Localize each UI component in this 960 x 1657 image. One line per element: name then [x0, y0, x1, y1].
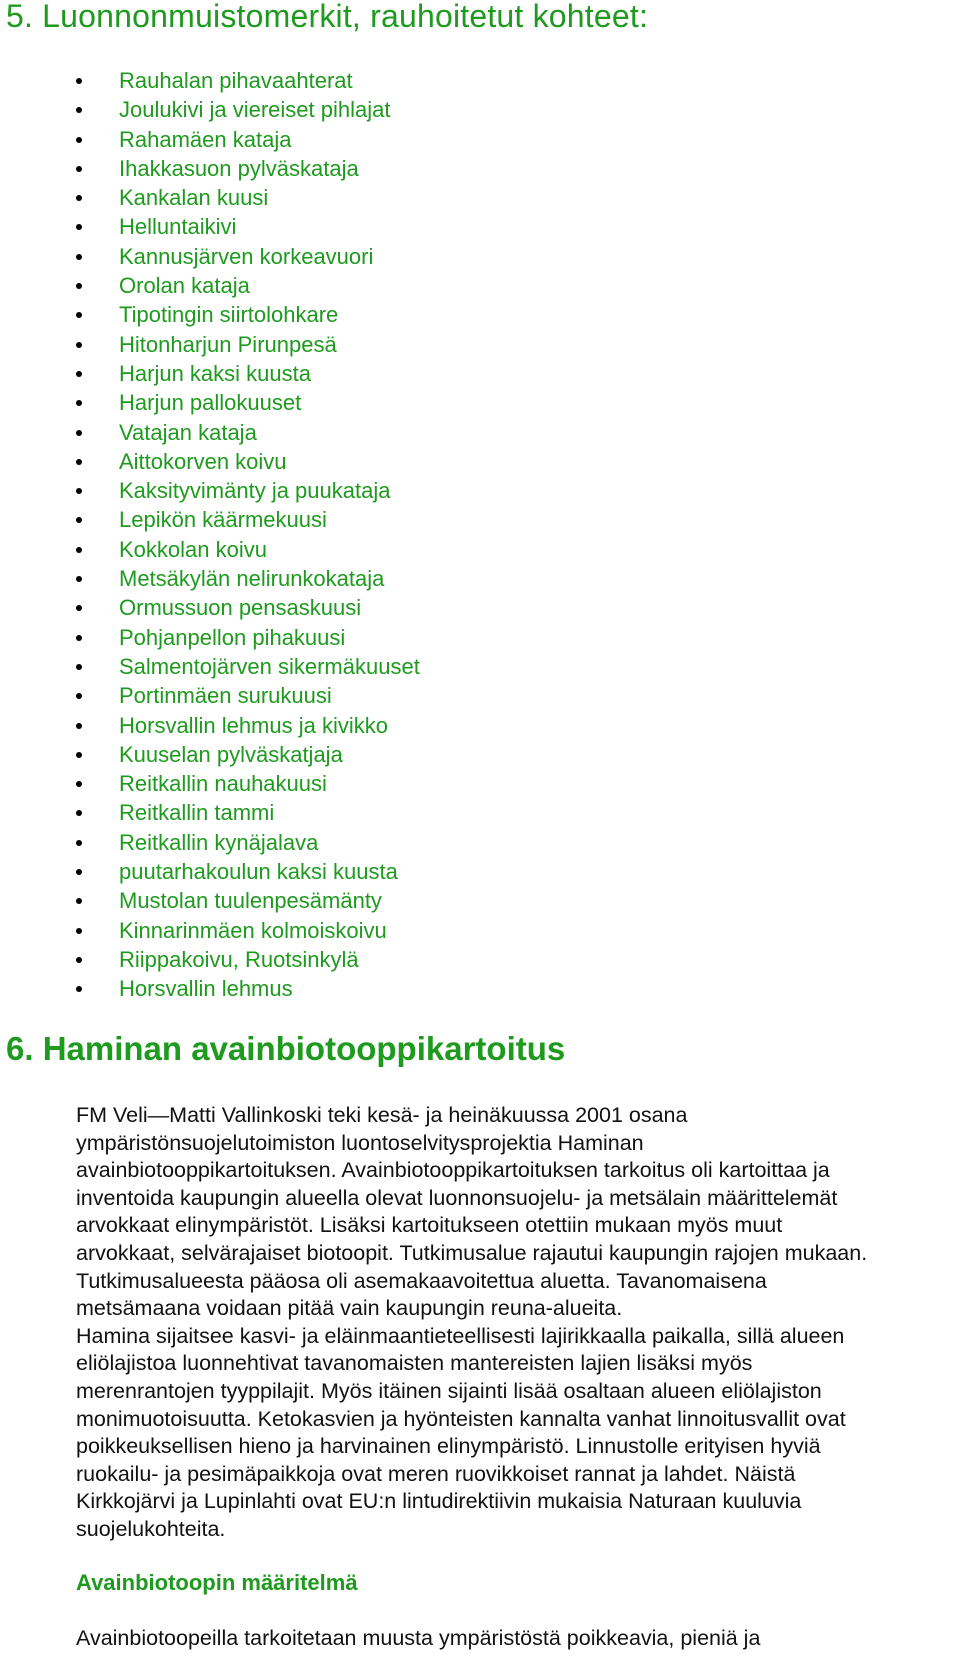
- list-item-label: Harjun pallokuuset: [119, 390, 302, 416]
- bullet-dot-icon: [76, 547, 82, 553]
- bullet-dot-icon: [76, 986, 82, 992]
- bullet-dot-icon: [76, 312, 82, 318]
- bullet-dot-icon: [76, 898, 82, 904]
- list-item-label: Rahamäen kataja: [119, 126, 292, 152]
- list-item: [0, 242, 420, 271]
- bullet-dot-icon: [76, 928, 82, 934]
- list-item: [0, 593, 420, 622]
- bullet-dot-icon: [76, 107, 82, 113]
- bullet-dot-icon: [76, 869, 82, 875]
- bullet-dot-icon: [76, 517, 82, 523]
- list-item-label: Kannusjärven korkeavuori: [119, 243, 374, 269]
- list-item-label: Reitkallin nauhakuusi: [119, 771, 327, 797]
- paragraph-line: poikkeuksellisen hieno ja harvinainen elinympäristö. Linnustolle erityisen hyviä: [76, 1434, 821, 1459]
- bullet-dot-icon: [76, 400, 82, 406]
- list-item: [0, 300, 420, 329]
- section-6-body: [76, 1102, 956, 1544]
- list-item-label: Ihakkasuon pylväskataja: [119, 155, 359, 181]
- list-item-label: Hitonharjun Pirunpesä: [119, 331, 337, 357]
- list-item: [0, 828, 420, 857]
- list-item: [0, 418, 420, 447]
- list-item-label: Harjun kaksi kuusta: [119, 360, 311, 386]
- list-item: [0, 681, 420, 710]
- bullet-dot-icon: [76, 342, 82, 348]
- list-item: [0, 916, 420, 945]
- list-item-label: Portinmäen surukuusi: [119, 683, 332, 709]
- list-item: [0, 652, 420, 681]
- paragraph-line: FM Veli—Matti Vallinkoski teki kesä- ja heinäkuussa 2001 osana: [76, 1103, 688, 1127]
- bullet-dot-icon: [76, 957, 82, 963]
- paragraph-line: arvokkaat, selvärajaiset biotoopit. Tutkimusalue rajautui kaupungin rajojen mukaan.: [76, 1240, 868, 1265]
- list-item: [0, 623, 420, 652]
- bullet-dot-icon: [76, 195, 82, 201]
- bullet-dot-icon: [76, 430, 82, 436]
- bullet-dot-icon: [76, 371, 82, 377]
- bullet-dot-icon: [76, 781, 82, 787]
- list-item: [0, 711, 420, 740]
- bullet-dot-icon: [76, 723, 82, 729]
- list-item-label: Reitkallin kynäjalava: [119, 829, 319, 855]
- paragraph-line: eliölajistoa luonnehtivat tavanomaisten mantereisten lajien lisäksi myös: [76, 1351, 753, 1376]
- definition-subheading: Avainbiotoopin määritelmä: [76, 1570, 358, 1595]
- list-item-label: Kankalan kuusi: [119, 185, 269, 211]
- list-item: [0, 886, 420, 915]
- list-item: [0, 183, 420, 212]
- list-item-label: Ormussuon pensaskuusi: [119, 595, 362, 621]
- list-item: [0, 330, 420, 359]
- list-item: [0, 769, 420, 798]
- paragraph-line: arvokkaat elinympäristöt. Lisäksi kartoitukseen otettiin mukaan myös muut: [76, 1213, 783, 1238]
- list-item-label: Pohjanpellon pihakuusi: [119, 624, 346, 650]
- list-item: [0, 271, 420, 300]
- paragraph-line: monimuotoisuutta. Ketokasvien ja hyönteisten kannalta vanhat linnoitusvallit ovat: [76, 1406, 846, 1431]
- bullet-dot-icon: [76, 664, 82, 670]
- paragraph-line: Tutkimusalueesta pääosa oli asemakaavoitettua aluetta. Tavanomaisena: [76, 1268, 767, 1293]
- list-item-label: Riippakoivu, Ruotsinkylä: [119, 946, 359, 972]
- list-item-label: Horsvallin lehmus: [119, 976, 293, 1002]
- bullet-dot-icon: [76, 576, 82, 582]
- list-item-label: Reitkallin tammi: [119, 800, 275, 826]
- bullet-dot-icon: [76, 283, 82, 289]
- list-item-label: Kinnarinmäen kolmoiskoivu: [119, 917, 387, 943]
- list-item: [0, 125, 420, 154]
- bullet-dot-icon: [76, 693, 82, 699]
- list-item-label: Vatajan kataja: [119, 419, 257, 445]
- bullet-dot-icon: [76, 459, 82, 465]
- list-item: [0, 388, 420, 417]
- paragraph-line: suojelukohteita.: [76, 1516, 226, 1541]
- list-item: [0, 154, 420, 183]
- list-item: [0, 535, 420, 564]
- list-item-label: Rauhalan pihavaahterat: [119, 68, 353, 93]
- list-item-label: Helluntaikivi: [119, 214, 237, 240]
- list-item: [0, 740, 420, 769]
- bullet-dot-icon: [76, 752, 82, 758]
- list-item-label: Kuuselan pylväskatjaja: [119, 741, 343, 767]
- paragraph-line: ympäristönsuojelutoimiston luontoselvitysprojektia Haminan: [76, 1130, 644, 1155]
- list-item: [0, 798, 420, 827]
- list-item: [0, 359, 420, 388]
- list-item-label: Aittokorven koivu: [119, 448, 287, 474]
- section-5-heading: 5. Luonnonmuistomerkit, rauhoitetut kohteet:: [6, 0, 649, 34]
- list-item-label: Mustolan tuulenpesämänty: [119, 888, 382, 914]
- list-item: [0, 974, 420, 1003]
- paragraph-line: merenrantojen tyyppilajit. Myös itäinen sijainti lisää osaltaan alueen eliölajiston: [76, 1378, 822, 1403]
- list-item-label: puutarhakoulun kaksi kuusta: [119, 859, 398, 885]
- list-item-label: Salmentojärven sikermäkuuset: [119, 653, 420, 679]
- bullet-dot-icon: [76, 488, 82, 494]
- bullet-dot-icon: [76, 78, 82, 84]
- bullet-dot-icon: [76, 254, 82, 260]
- paragraph-line: avainbiotooppikartoituksen. Avainbiotooppikartoituksen tarkoitus oli kartoittaa ja: [76, 1158, 830, 1183]
- bullet-dot-icon: [76, 635, 82, 641]
- list-item: [0, 212, 420, 241]
- list-item: [0, 95, 420, 124]
- paragraph-line: ruokailu- ja pesimäpaikkoja ovat meren ruovikkoiset rannat ja lahdet. Näistä: [76, 1461, 796, 1486]
- paragraph-line: inventoida kaupungin alueella olevat luonnonsuojelu- ja metsälain määrittelemät: [76, 1185, 838, 1210]
- list-item: [0, 564, 420, 593]
- paragraph-line: metsämaana voidaan pitää vain kaupungin reuna-alueita.: [76, 1296, 623, 1321]
- list-item: [0, 66, 420, 95]
- list-item: [0, 476, 420, 505]
- paragraph-line: Kirkkojärvi ja Lupinlahti ovat EU:n lintudirektiivin mukaisia Naturaan kuuluvia: [76, 1489, 802, 1514]
- bullet-dot-icon: [76, 137, 82, 143]
- list-item-label: Horsvallin lehmus ja kivikko: [119, 712, 388, 738]
- natural-monuments-list: [0, 66, 420, 1004]
- list-item: [0, 857, 420, 886]
- bullet-dot-icon: [76, 840, 82, 846]
- paragraph-line: Hamina sijaitsee kasvi- ja eläinmaantieteellisesti lajirikkaalla paikalla, sillä alueen: [76, 1323, 845, 1348]
- bullet-dot-icon: [76, 224, 82, 230]
- list-item-label: Lepikön käärmekuusi: [119, 507, 327, 533]
- list-item-label: Kaksityvimänty ja puukataja: [119, 478, 391, 504]
- list-item-label: Tipotingin siirtolohkare: [119, 302, 339, 328]
- bullet-dot-icon: [76, 810, 82, 816]
- list-item: [0, 945, 420, 974]
- list-item: [0, 505, 420, 534]
- bullet-dot-icon: [76, 605, 82, 611]
- bullet-dot-icon: [76, 166, 82, 172]
- list-item-label: Kokkolan koivu: [119, 536, 267, 562]
- list-item: [0, 447, 420, 476]
- list-item-label: Orolan kataja: [119, 273, 250, 299]
- list-item-label: Metsäkylän nelirunkokataja: [119, 566, 385, 592]
- section-6-heading: 6. Haminan avainbiotooppikartoitus: [6, 1030, 566, 1067]
- definition-paragraph-start: Avainbiotoopeilla tarkoitetaan muusta ympäristöstä poikkeavia, pieniä ja: [76, 1626, 761, 1650]
- list-item-label: Joulukivi ja viereiset pihlajat: [119, 97, 391, 123]
